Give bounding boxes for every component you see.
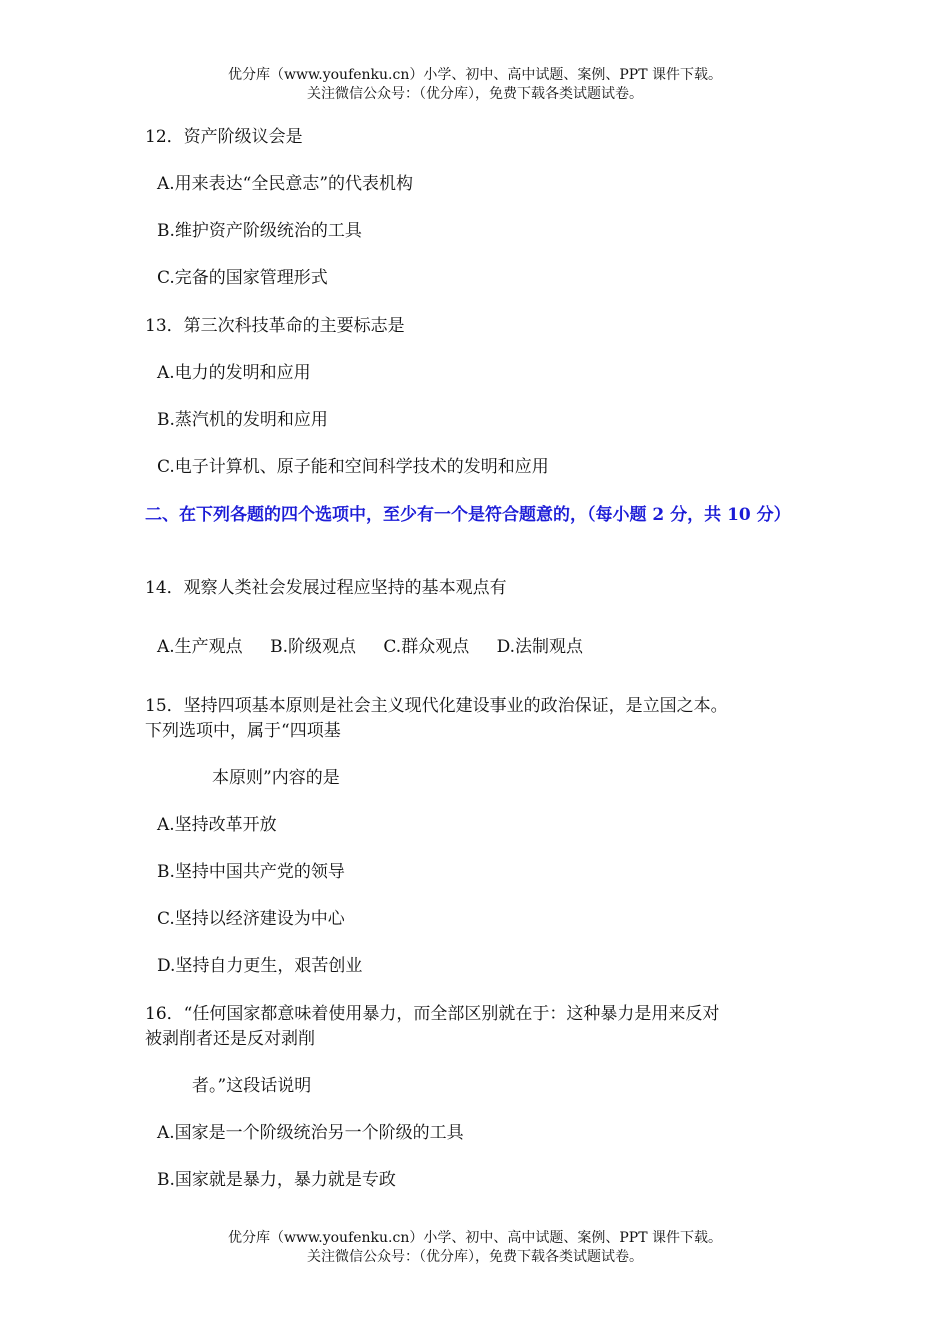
q12-option-b: B.维护资产阶级统治的工具 <box>157 221 362 241</box>
q12-option-a: A.用来表达“全民意志”的代表机构 <box>157 174 414 194</box>
q16-option-a: A.国家是一个阶级统治另一个阶级的工具 <box>157 1123 464 1143</box>
q15-option-c: C.坚持以经济建设为中心 <box>157 909 345 929</box>
q12-option-c: C.完备的国家管理形式 <box>157 268 328 288</box>
q15-stem-line-1: 15．坚持四项基本原则是社会主义现代化建设事业的政治保证，是立国之本。 <box>145 696 728 716</box>
q16-stem-line-3: 者。”这段话说明 <box>192 1076 312 1096</box>
header-line-1: 优分库（www.youfenku.cn）小学、初中、高中试题、案例、PPT 课件下载。 <box>227 67 722 83</box>
section-2-title: 二、在下列各题的四个选项中，至少有一个是符合题意的，（每小题 2 分，共 10 分） <box>145 505 791 525</box>
q14-option-c: C.群众观点 <box>383 637 470 657</box>
q15-option-d: D.坚持自力更生，艰苦创业 <box>157 956 363 976</box>
header-line-2: 关注微信公众号：（优分库），免费下载各类试题试卷。 <box>307 86 643 102</box>
q13-option-c: C.电子计算机、原子能和空间科学技术的发明和应用 <box>157 457 549 477</box>
q15-option-b: B.坚持中国共产党的领导 <box>157 862 345 882</box>
q13-option-b: B.蒸汽机的发明和应用 <box>157 410 328 430</box>
q12-stem: 12．资产阶级议会是 <box>145 127 303 147</box>
q16-stem-line-1: 16．“任何国家都意味着使用暴力，而全部区别就在于：这种暴力是用来反对 <box>145 1004 720 1024</box>
footer-line-1: 优分库（www.youfenku.cn）小学、初中、高中试题、案例、PPT 课件下载。 <box>227 1230 722 1246</box>
page-header <box>0 66 950 104</box>
q15-stem-line-3: 本原则”内容的是 <box>212 768 340 788</box>
q14-stem: 14．观察人类社会发展过程应坚持的基本观点有 <box>145 578 507 598</box>
q15-stem-line-2: 下列选项中，属于“四项基 <box>145 721 341 741</box>
q14-option-b: B.阶级观点 <box>270 637 356 657</box>
q14-options <box>157 635 583 659</box>
q16-stem-line-2: 被剥削者还是反对剥削 <box>145 1029 315 1049</box>
q16-option-b: B.国家就是暴力，暴力就是专政 <box>157 1170 396 1190</box>
q13-stem: 13．第三次科技革命的主要标志是 <box>145 316 405 336</box>
page-footer <box>0 1229 950 1267</box>
q14-option-a: A.生产观点 <box>157 637 243 657</box>
q13-option-a: A.电力的发明和应用 <box>157 363 311 383</box>
q14-option-d: D.法制观点 <box>496 637 584 657</box>
q15-option-a: A.坚持改革开放 <box>157 815 277 835</box>
footer-line-2: 关注微信公众号：（优分库），免费下载各类试题试卷。 <box>307 1249 643 1265</box>
